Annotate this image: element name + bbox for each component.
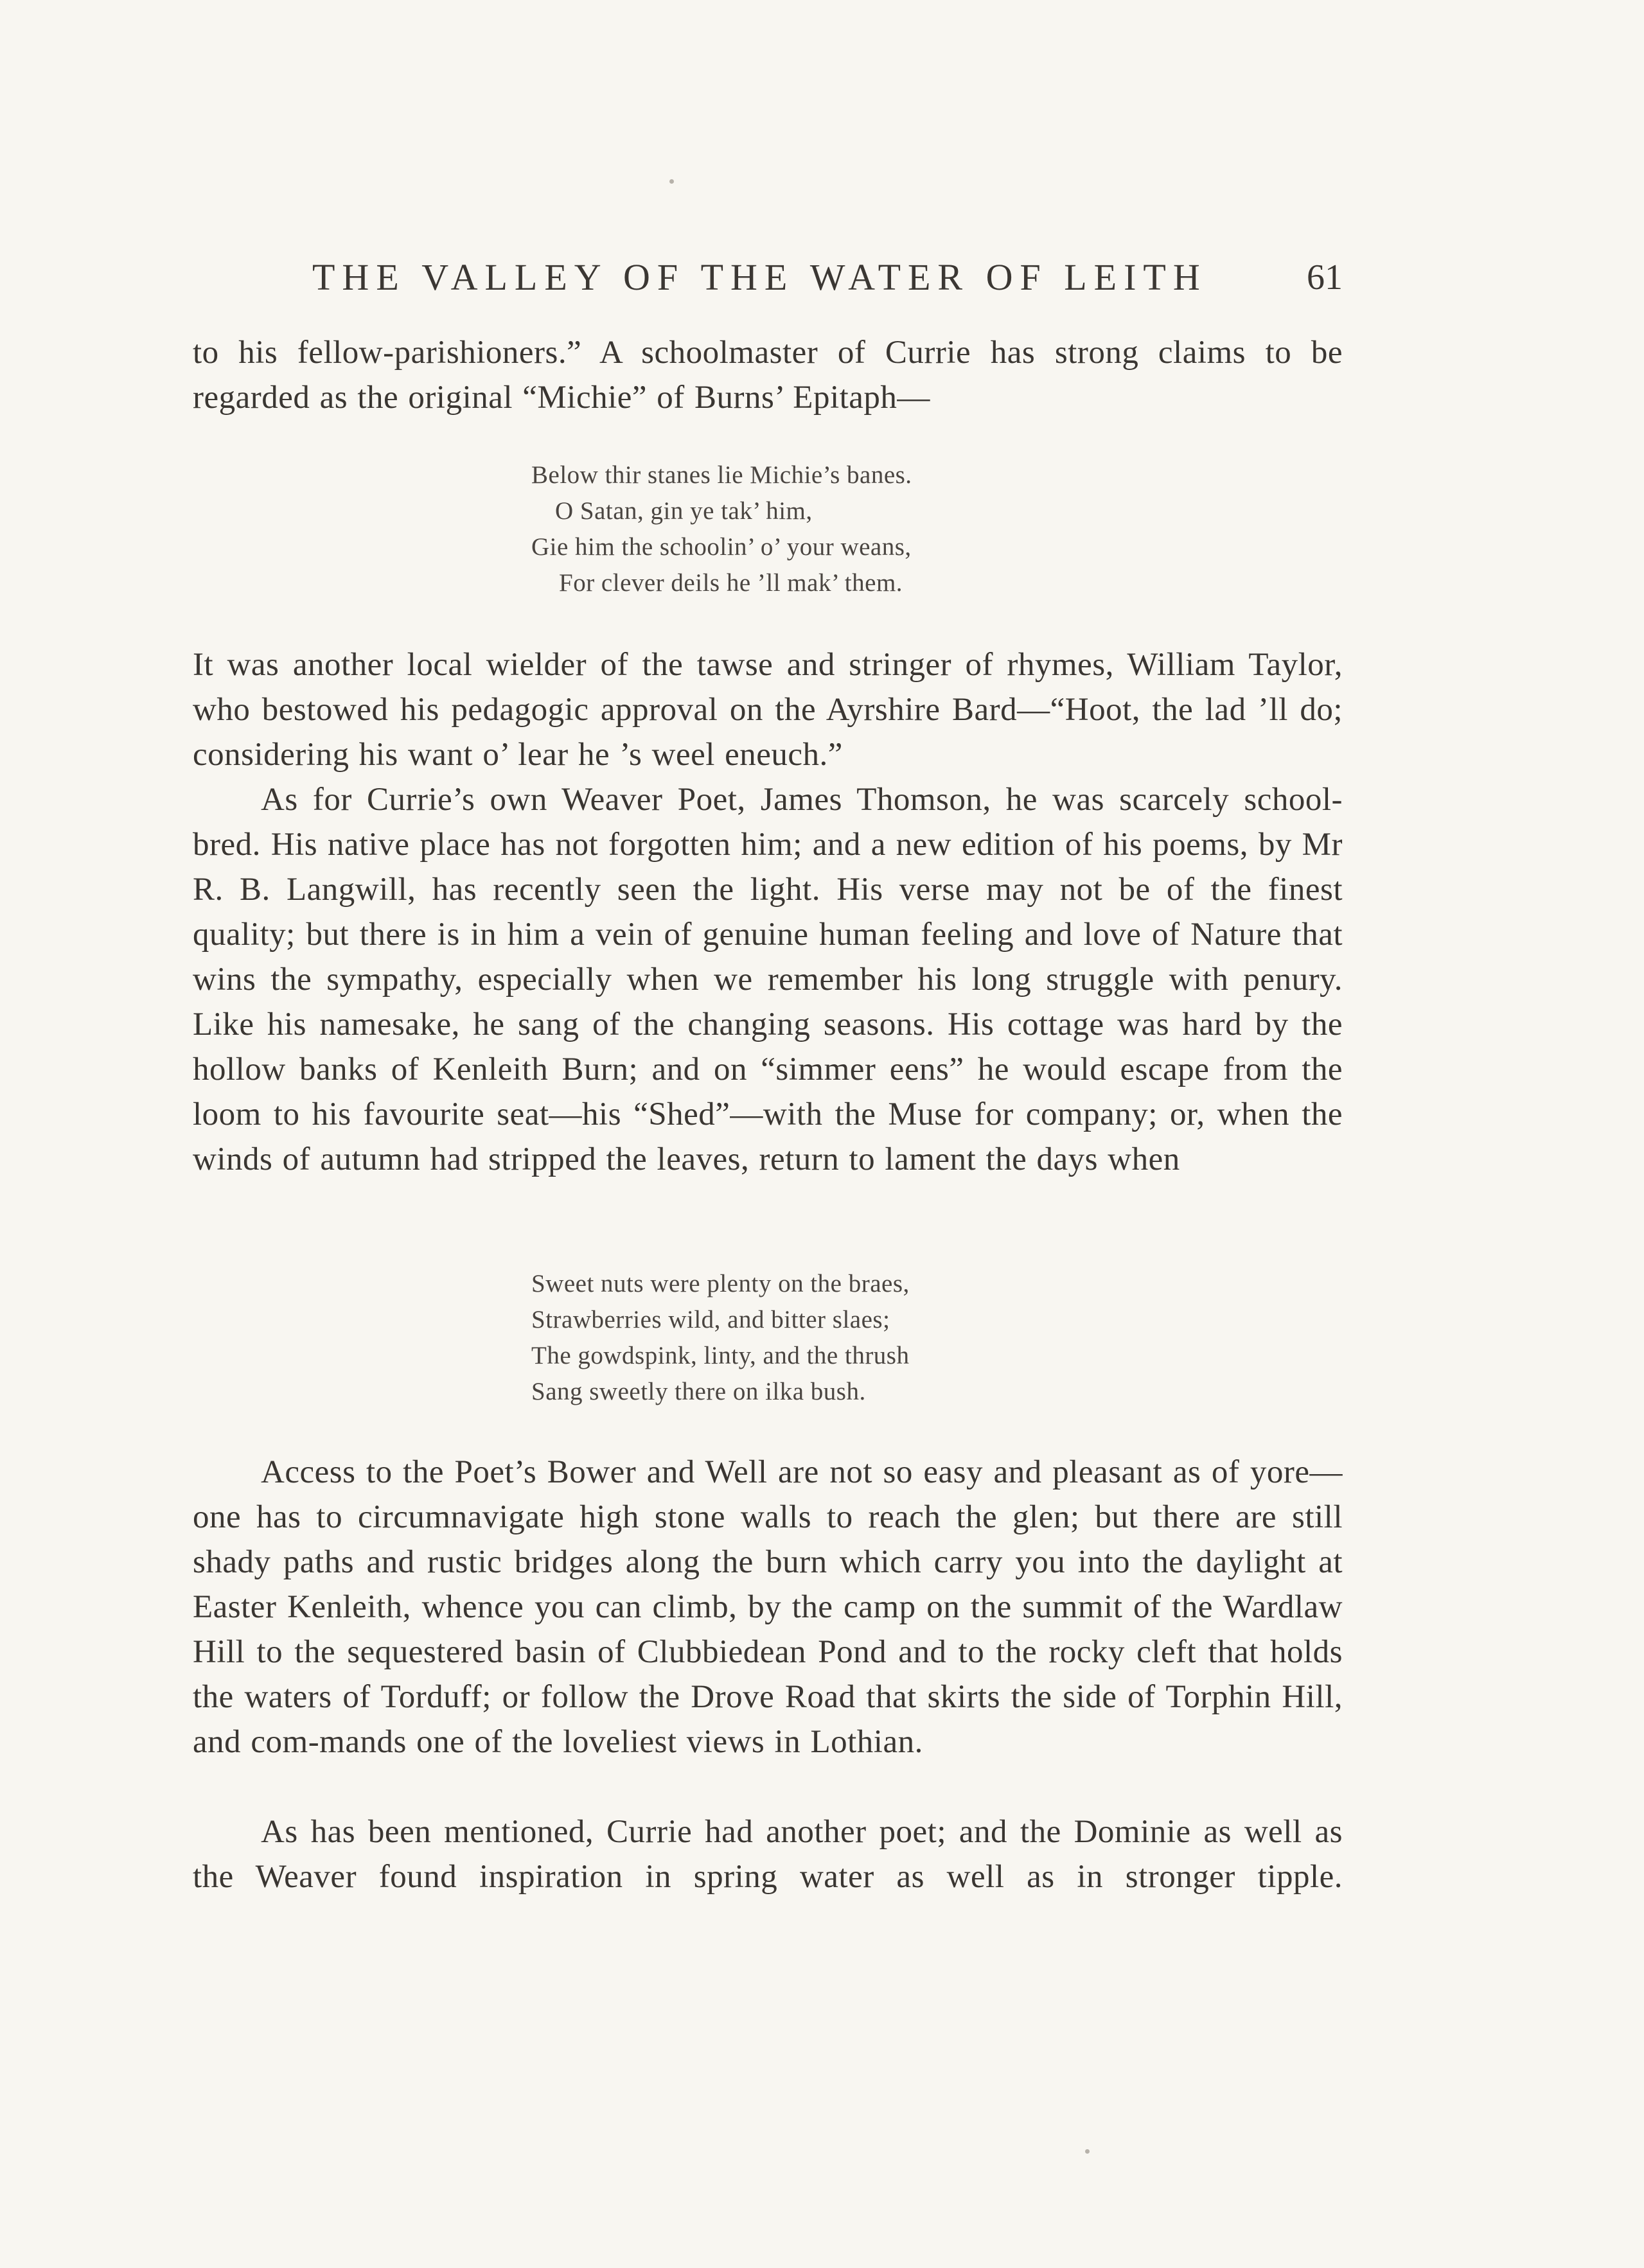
verse-sweet-nuts bbox=[531, 1266, 910, 1410]
verse-line: For clever deils he ’ll mak’ them. bbox=[559, 569, 903, 597]
verse-line: Strawberries wild, and bitter slaes; bbox=[531, 1306, 890, 1333]
verse-line: Sweet nuts were plenty on the braes, bbox=[531, 1270, 910, 1297]
verse-line: Gie him the schoolin’ o’ your weans, bbox=[531, 533, 912, 561]
verse-line: Sang sweetly there on ilka bush. bbox=[531, 1378, 866, 1405]
page-number: 61 bbox=[1307, 258, 1343, 297]
page-speck bbox=[669, 179, 674, 184]
verse-line: The gowdspink, linty, and the thrush bbox=[531, 1342, 910, 1369]
paragraph-4: Access to the Poet’s Bower and Well are not so easy and pleasant as of yore—one has to circumnavigate high stone walls to reach the glen; but there are still shady paths and rustic bridges along the burn which carry you into the daylight at Easter Kenleith, whence you can climb, by the camp on the summit of the Wardlaw Hill to the sequestered basin of Clubbiedean Pond and to the rocky cleft that holds the waters of Torduff; or follow the Drove Road that skirts the side of Torphin Hill, and com-mands one of the loveliest views in Lothian. bbox=[193, 1454, 1343, 1760]
paragraph-1: to his fellow-parishioners.” A schoolmaster of Currie has strong claims to be regarded as the original “Michie” of Burns’ Epitaph— bbox=[193, 335, 1343, 416]
paragraph-5: As has been mentioned, Currie had another poet; and the Dominie as well as the Weaver found inspiration in spring water as well as in stronger tipple. bbox=[193, 1814, 1343, 1895]
paragraph-2: It was another local wielder of the tawse and stringer of rhymes, William Taylor, who bestowed his pedagogic approval on the Ayrshire Bard—“Hoot, the lad ’ll do; considering his want o’ lear he ’s weel eneuch.” bbox=[193, 647, 1343, 773]
running-head: THE VALLEY OF THE WATER OF LEITH bbox=[312, 256, 1207, 298]
page-speck bbox=[1085, 2149, 1090, 2154]
page-header bbox=[193, 252, 1343, 303]
verse-line: Below thir stanes lie Michie’s banes. bbox=[531, 461, 912, 489]
verse-line: O Satan, gin ye tak’ him, bbox=[555, 497, 813, 525]
verse-epitaph bbox=[531, 457, 912, 601]
paragraph-3: As for Currie’s own Weaver Poet, James Thomson, he was scarcely school-bred. His native place has not forgotten him; and a new edition of his poems, by Mr R. B. Langwill, has recently seen the light. His verse may not be of the finest quality; but there is in him a vein of genuine human feeling and love of Nature that wins the sympathy, especially when we remember his long struggle with penury. Like his namesake, he sang of the changing seasons. His cottage was hard by the hollow banks of Kenleith Burn; and on “simmer eens” he would escape from the loom to his favourite seat—his “Shed”—with the Muse for company; or, when the winds of autumn had stripped the leaves, return to lament the days when bbox=[193, 782, 1343, 1177]
